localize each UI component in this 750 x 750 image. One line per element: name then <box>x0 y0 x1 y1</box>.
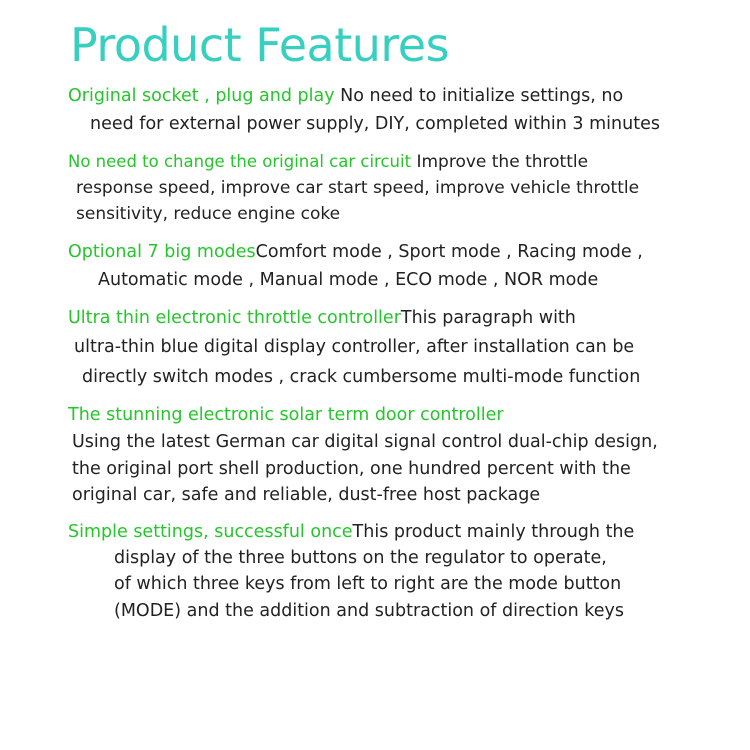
feature-highlight: Optional 7 big modes <box>68 241 256 262</box>
feature-text: This product mainly through the <box>352 521 635 542</box>
feature-line: Automatic mode , Manual mode , ECO mode , NOR mode <box>98 270 599 291</box>
feature-line: Using the latest German car digital signal control dual-chip design, <box>72 432 658 453</box>
page-title: Product Features <box>70 18 450 72</box>
feature-line <box>68 82 732 110</box>
feature-line <box>68 238 732 266</box>
feature-highlight: Simple settings, successful once <box>68 521 353 542</box>
feature-highlight: Original socket , plug and play <box>68 86 335 106</box>
feature-line: display of the three buttons on the regulator to operate, <box>114 548 607 569</box>
feature-line <box>68 402 732 429</box>
feature-line <box>68 149 732 175</box>
feature-line: directly switch modes , crack cumbersome multi-mode function <box>82 366 641 387</box>
feature-highlight: Ultra thin electronic throttle controller <box>68 308 401 329</box>
feature-highlight: The stunning electronic solar term door controller <box>68 404 504 425</box>
feature-text: Improve the throttle <box>411 151 589 172</box>
feature-text: No need to initialize settings, no <box>334 86 624 106</box>
feature-line: (MODE) and the addition and subtraction of direction keys <box>114 600 625 621</box>
feature-block-solar-term-door-controller <box>68 402 732 509</box>
feature-line: of which three keys from left to right are the mode button <box>114 574 622 595</box>
feature-block-original-socket <box>68 82 732 139</box>
feature-block-seven-modes <box>68 238 732 295</box>
feature-line <box>68 304 732 333</box>
feature-line: ultra-thin blue digital display controller, after installation can be <box>74 337 635 358</box>
feature-text: Comfort mode , Sport mode , Racing mode , <box>255 241 643 262</box>
feature-line: original car, safe and reliable, dust-free host package <box>72 485 541 506</box>
feature-line: response speed, improve car start speed, improve vehicle throttle <box>76 178 640 199</box>
feature-line: need for external power supply, DIY, completed within 3 minutes <box>90 114 660 135</box>
feature-line: sensitivity, reduce engine coke <box>76 204 341 225</box>
feature-block-simple-settings <box>68 519 732 624</box>
feature-line: the original port shell production, one hundred percent with the <box>72 458 631 479</box>
feature-text: This paragraph with <box>400 308 576 329</box>
feature-block-ultra-thin-controller <box>68 304 732 391</box>
feature-highlight: No need to change the original car circuit <box>68 151 412 171</box>
feature-block-no-circuit-change <box>68 149 732 228</box>
feature-line <box>68 519 732 545</box>
